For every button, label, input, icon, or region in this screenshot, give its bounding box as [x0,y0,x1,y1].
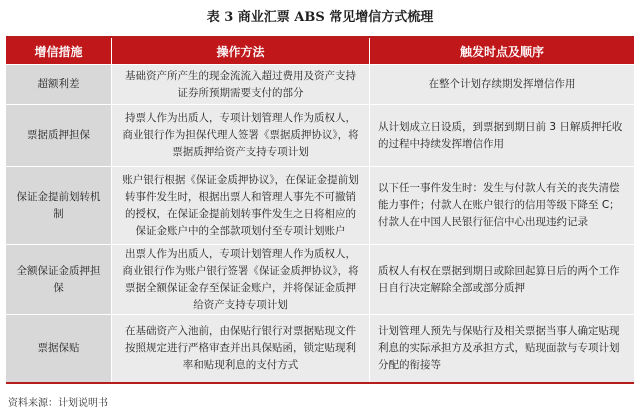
credit-enhancement-table [6,36,634,384]
trigger-cell: 在整个计划存续期发挥增信作用 [370,65,634,104]
method-cell: 出票人作为出质人，专项计划管理人作为质权人，商业银行作为账户银行签署《保证金质押协议》，将票据全额保证金存至保证金账户，并将保证金质押给资产支持专项计划 [112,245,370,314]
method-cell: 基础资产所产生的现金流流入超过费用及资产支持证券所预期需要支付的部分 [112,65,370,104]
method-cell: 账户银行根据《保证金质押协议》，在保证金提前划转事件发生时，根据出票人和管理人事先不可撤销的授权，在保证金提前划转事件发生之日将相应的保证金账户中的全部款项划付至专项计划账户 [112,167,370,244]
header-measure: 增信措施 [6,38,112,64]
table-row [6,166,634,244]
table-header [6,38,634,64]
source-note: 资料来源：计划说明书 [8,398,108,409]
table-row [6,104,634,166]
table-row [6,244,634,314]
table-row [6,64,634,104]
header-method: 操作方法 [112,38,370,64]
measure-cell: 保证金提前划转机制 [6,167,112,244]
table-row [6,314,634,382]
measure-cell: 票据质押担保 [6,105,112,166]
trigger-cell: 质权人有权在票据到期日或除回起算日后的两个工作日自行决定解除全部或部分质押 [370,245,634,314]
header-trigger: 触发时点及顺序 [459,44,544,59]
table-title: 表 3 商业汇票 ABS 常见增信方式梳理 [206,10,434,25]
method-cell: 持票人作为出质人，专项计划管理人作为质权人，商业银行作为担保代理人签署《票据质押协议》，将票据质押给资产支持专项计划 [112,105,370,166]
trigger-cell: 从计划成立日设质，到票据到期日前 3 日解质押托收的过程中持续发挥增信作用 [370,105,634,166]
trigger-cell: 以下任一事件发生时：发生与付款人有关的丧失清偿能力事件；付款人在账户银行的信用等级下降至 C；付款人在中国人民银行征信中心出现违约记录 [370,167,634,244]
measure-cell: 票据保贴 [6,315,112,382]
method-cell: 在基础资产入池前，由保贴行银行对票据贴现文件按照规定进行严格审查并出具保贴函，锁定贴现利率和贴现利息的支付方式 [112,315,370,382]
trigger-cell: 计划管理人预先与保贴行及相关票据当事人确定贴现利息的实际承担方及承担方式，贴现面款与专项计划分配的衔接等 [370,315,634,382]
measure-cell: 超额利差 [6,65,112,104]
measure-cell: 全额保证金质押担保 [6,245,112,314]
